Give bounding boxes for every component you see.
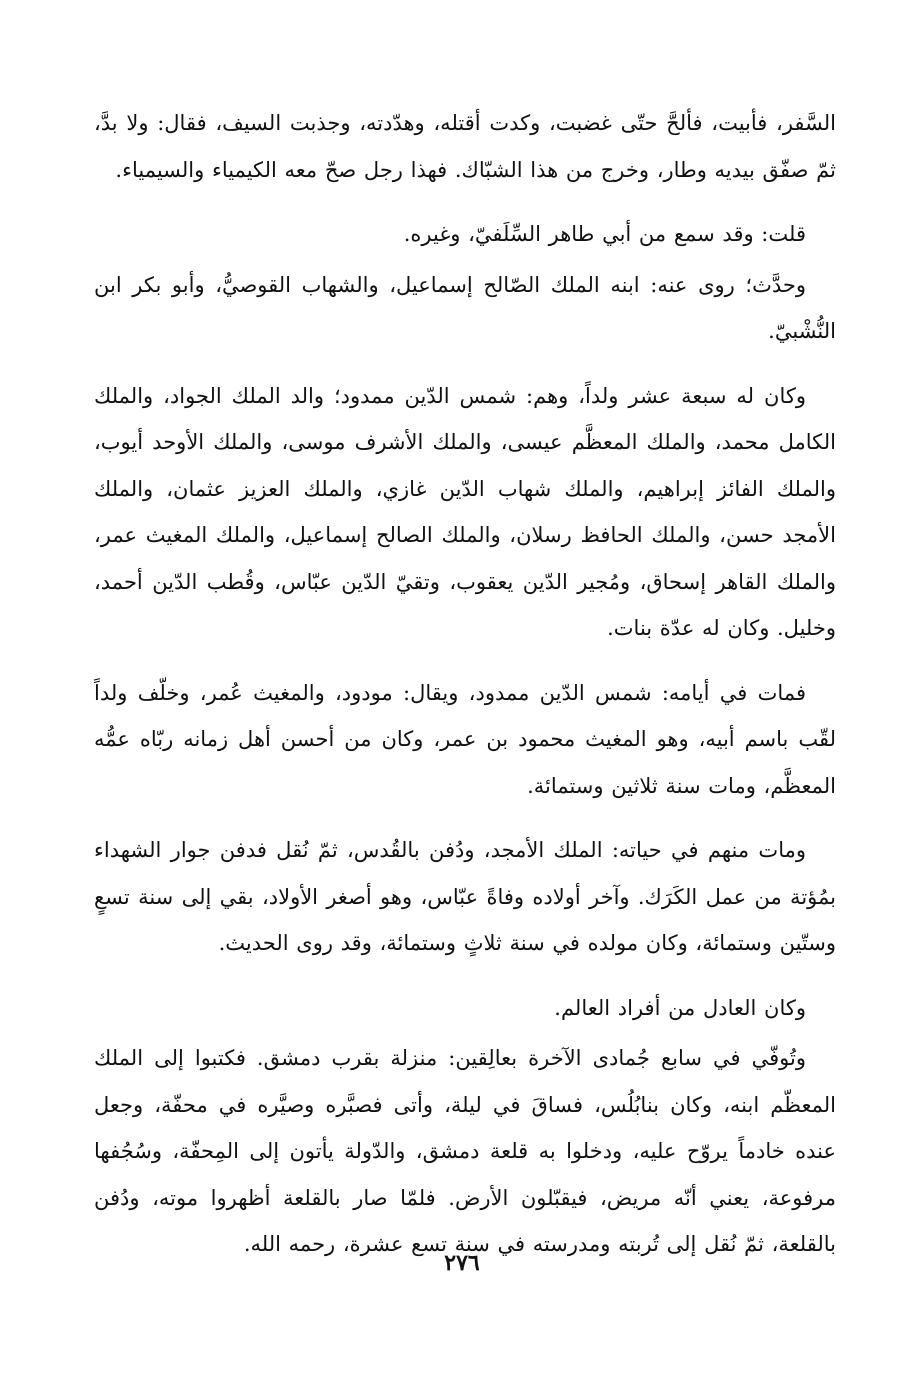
paragraph-8: وتُوفّي في سابع جُمادى الآخرة بعالِقين: منزلة بقرب دمشق. فكتبوا إلى الملك المعظّم ابنه، وكان بنابُلُس، فساقَ في ليلة، وأتى فصبَّره وصيَّره في محفّة، وجعل عنده خادماً يروّح عليه، ودخلوا به قلعة دمشق، والدّولة يأتون إلى المِحفّة، وسُجُفها مرفوعة، يعني أنّه مريض، فيقبّلون الأرض. فلمّا صار بالقلعة أظهروا موته، ودُفن بالقلعة، ثمّ نُقل إلى تُربته ومدرسته في سنة تسع عشرة، رحمه الله. xyxy=(94,1046,836,1256)
page-number: ٢٧٦ xyxy=(444,1250,480,1276)
paragraph-3: وحدَّث؛ روى عنه: ابنه الملك الصّالح إسماعيل، والشهاب القوصيُّ، وأبو بكر ابن النُّشْبيّ. xyxy=(94,272,836,343)
paragraph-6: ومات منهم في حياته: الملك الأمجد، ودُفن بالقُدس، ثمّ نُقل فدفن جوار الشهداء بمُؤتة من عمل الكَرَك. وآخر أولاده وفاةً عبّاس، وهو أصغر الأولاد، بقي إلى سنة تسعٍ وستّين وستمائة، وكان مولده في سنة ثلاثٍ وستمائة، وقد روى الحديث. xyxy=(94,838,836,955)
paragraph-4: وكان له سبعة عشر ولداً، وهم: شمس الدّين ممدود؛ والد الملك الجواد، والملك الكامل محمد، والملك المعظَّم عيسى، والملك الأشرف موسى، والملك الأوحد أيوب، والملك الفائز إبراهيم، والملك شهاب الدّين غازي، والملك العزيز عثمان، والملك الأمجد حسن، والملك الحافظ رسلان، والملك الصالح إسماعيل، والملك المغيث عمر، والملك القاهر إسحاق، ومُجير الدّين يعقوب، وتقيّ الدّين عبّاس، وقُطب الدّين أحمد، وخليل. وكان له عدّة بنات. xyxy=(94,383,836,640)
paragraph-2: قلت: وقد سمع من أبي طاهر السِّلَفيّ، وغيره. xyxy=(403,222,806,246)
paragraph-7: وكان العادل من أفراد العالم. xyxy=(554,995,806,1020)
book-page xyxy=(94,100,836,1300)
paragraph-5: فمات في أيامه: شمس الدّين ممدود، ويقال: مودود، والمغيث عُمر، وخلّف ولداً لقّب باسم أبيه، وهو المغيث محمود بن عمر، وكان من أحسن أهل زمانه ربّاه عمُّه المعظَّم، ومات سنة ثلاثين وستمائة. xyxy=(94,680,836,798)
paragraph-1: السَّفر، فأبيت، فألحَّ حتّى غضبت، وكدت أقتله، وهدّدته، وجذبت السيف، فقال: ولا بدَّ، ثمّ صفّق بيديه وطار، وخرج من هذا الشبّاك. فهذا رجل صحّ معه الكيمياء والسيمياء. xyxy=(94,111,836,182)
